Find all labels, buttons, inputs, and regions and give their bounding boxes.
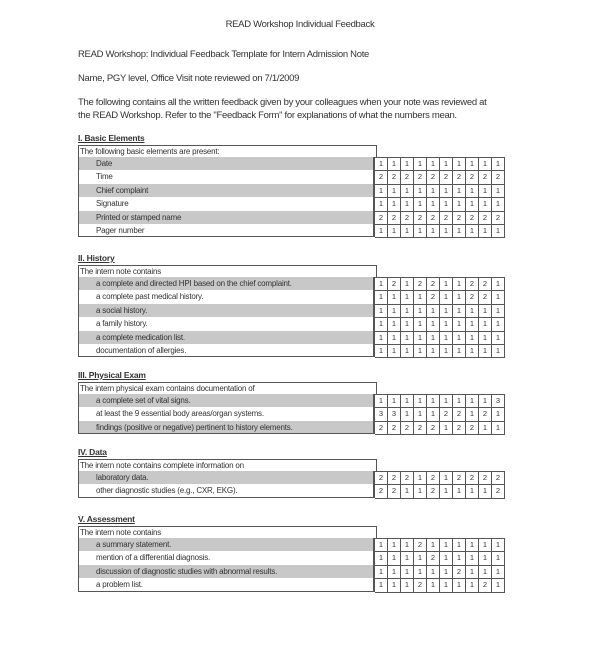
score-cell: 2 <box>492 471 505 484</box>
section-heading: IV. Data <box>78 447 107 457</box>
score-cell: 2 <box>401 170 414 183</box>
document-subtitle: READ Workshop: Individual Feedback Template for Intern Admission Note <box>78 49 370 60</box>
score-cell: 1 <box>440 394 453 407</box>
score-cell: 2 <box>427 211 440 224</box>
score-cell: 1 <box>375 317 388 330</box>
score-cell: 1 <box>440 471 453 484</box>
score-cell: 1 <box>414 224 427 238</box>
score-cell: 1 <box>492 551 505 564</box>
score-cell: 2 <box>414 170 427 183</box>
score-cell: 2 <box>453 170 466 183</box>
section-intro: The intern note contains <box>78 526 377 538</box>
table-row <box>78 407 505 420</box>
score-cells <box>374 317 505 330</box>
score-cell: 1 <box>427 344 440 358</box>
score-cell: 1 <box>401 304 414 317</box>
score-cell: 2 <box>414 538 427 551</box>
score-cell: 1 <box>466 317 479 330</box>
score-cell: 2 <box>479 211 492 224</box>
score-cell: 1 <box>375 157 388 170</box>
document-intro-line-1: The following contains all the written feedback given by your colleagues when your note was reviewed at <box>78 97 487 108</box>
score-cell: 1 <box>401 224 414 238</box>
table-row <box>78 471 505 484</box>
score-cell: 1 <box>427 197 440 210</box>
table-row <box>78 344 505 357</box>
score-cell: 2 <box>388 471 401 484</box>
score-cell: 1 <box>492 184 505 197</box>
score-cell: 2 <box>440 211 453 224</box>
criterion-label: Chief complaint <box>78 184 374 197</box>
score-cell: 1 <box>466 184 479 197</box>
criterion-label: a family history. <box>78 317 374 330</box>
criterion-label: laboratory data. <box>78 471 374 484</box>
score-cell: 1 <box>453 304 466 317</box>
score-cell: 1 <box>492 538 505 551</box>
criterion-label: Date <box>78 157 374 170</box>
score-cell: 1 <box>479 157 492 170</box>
score-cell: 1 <box>479 565 492 578</box>
score-cell: 2 <box>375 170 388 183</box>
score-cell: 2 <box>388 277 401 290</box>
document-title: READ Workshop Individual Feedback <box>225 19 375 30</box>
score-cell: 1 <box>440 578 453 592</box>
score-cell: 2 <box>453 407 466 420</box>
score-cell: 1 <box>414 394 427 407</box>
score-cell: 1 <box>414 317 427 330</box>
score-cell: 1 <box>466 331 479 344</box>
score-cells <box>374 331 505 344</box>
score-cell: 2 <box>466 421 479 435</box>
table-row <box>78 197 505 210</box>
score-cell: 1 <box>453 344 466 358</box>
score-cell: 1 <box>401 197 414 210</box>
score-cell: 1 <box>414 484 427 498</box>
score-cell: 2 <box>440 407 453 420</box>
table-row <box>78 421 505 434</box>
table-row <box>78 565 505 578</box>
score-cell: 2 <box>375 211 388 224</box>
criterion-label: a problem list. <box>78 578 374 591</box>
score-cells <box>374 551 505 564</box>
score-cell: 2 <box>388 484 401 498</box>
score-cell: 1 <box>388 394 401 407</box>
score-cell: 2 <box>427 277 440 290</box>
score-cell: 2 <box>479 471 492 484</box>
table-row <box>78 394 505 407</box>
score-cell: 2 <box>427 471 440 484</box>
score-cell: 1 <box>479 224 492 238</box>
score-cell: 1 <box>401 407 414 420</box>
score-cell: 1 <box>453 157 466 170</box>
score-cell: 1 <box>375 184 388 197</box>
score-cell: 1 <box>414 184 427 197</box>
score-cell: 1 <box>414 331 427 344</box>
score-cell: 1 <box>466 551 479 564</box>
feedback-section <box>78 447 508 498</box>
score-cell: 1 <box>388 304 401 317</box>
score-cell: 1 <box>453 551 466 564</box>
score-cell: 2 <box>453 565 466 578</box>
score-cell: 1 <box>492 157 505 170</box>
score-cell: 1 <box>401 184 414 197</box>
table-row <box>78 157 505 170</box>
table-row <box>78 331 505 344</box>
score-cell: 2 <box>427 551 440 564</box>
table-row <box>78 317 505 330</box>
score-cells <box>374 211 505 224</box>
score-cell: 1 <box>479 484 492 498</box>
score-cell: 2 <box>492 170 505 183</box>
score-cell: 2 <box>466 290 479 303</box>
score-cell: 1 <box>414 551 427 564</box>
score-cell: 2 <box>427 484 440 498</box>
score-cell: 1 <box>440 421 453 435</box>
score-cell: 1 <box>440 277 453 290</box>
score-cell: 1 <box>388 331 401 344</box>
score-cell: 2 <box>479 407 492 420</box>
criterion-label: Printed or stamped name <box>78 211 374 224</box>
section-intro: The intern physical exam contains documentation of <box>78 382 377 394</box>
score-cells <box>374 290 505 303</box>
score-cell: 1 <box>466 407 479 420</box>
score-cell: 1 <box>466 197 479 210</box>
score-cell: 1 <box>427 394 440 407</box>
criterion-label: Pager number <box>78 224 374 237</box>
section-heading: V. Assessment <box>78 514 135 524</box>
criterion-label: a complete medication list. <box>78 331 374 344</box>
score-cell: 1 <box>440 344 453 358</box>
score-cell: 1 <box>427 304 440 317</box>
score-cell: 1 <box>388 317 401 330</box>
score-cell: 3 <box>388 407 401 420</box>
score-cell: 1 <box>388 565 401 578</box>
score-cell: 1 <box>492 565 505 578</box>
score-cell: 1 <box>388 551 401 564</box>
table-row <box>78 224 505 237</box>
score-cell: 2 <box>375 484 388 498</box>
score-cell: 1 <box>375 331 388 344</box>
score-cell: 1 <box>401 157 414 170</box>
score-table <box>78 394 505 434</box>
table-row <box>78 551 505 564</box>
score-cell: 1 <box>440 484 453 498</box>
score-cell: 1 <box>427 224 440 238</box>
score-cell: 1 <box>414 565 427 578</box>
score-cell: 1 <box>479 184 492 197</box>
score-cells <box>374 170 505 183</box>
score-cell: 1 <box>440 317 453 330</box>
score-cell: 1 <box>401 277 414 290</box>
score-table <box>78 538 505 592</box>
score-cell: 1 <box>453 331 466 344</box>
score-cell: 1 <box>414 407 427 420</box>
score-cell: 1 <box>492 290 505 303</box>
score-cells <box>374 344 505 357</box>
criterion-label: at least the 9 essential body areas/organ systems. <box>78 407 374 420</box>
score-cell: 1 <box>414 471 427 484</box>
score-cell: 1 <box>479 197 492 210</box>
score-cell: 2 <box>375 471 388 484</box>
score-cell: 1 <box>479 304 492 317</box>
criterion-label: mention of a differential diagnosis. <box>78 551 374 564</box>
score-cell: 1 <box>466 157 479 170</box>
score-table <box>78 277 505 357</box>
table-row <box>78 170 505 183</box>
score-cell: 1 <box>479 551 492 564</box>
score-cell: 2 <box>479 277 492 290</box>
score-table <box>78 157 505 237</box>
score-cell: 1 <box>388 157 401 170</box>
score-cell: 1 <box>492 344 505 358</box>
score-cell: 1 <box>453 290 466 303</box>
score-cell: 1 <box>440 331 453 344</box>
score-cell: 1 <box>492 304 505 317</box>
score-cell: 1 <box>427 157 440 170</box>
criterion-label: other diagnostic studies (e.g., CXR, EKG). <box>78 484 374 497</box>
score-cell: 1 <box>401 484 414 498</box>
score-cell: 2 <box>492 211 505 224</box>
score-cells <box>374 565 505 578</box>
score-cell: 1 <box>401 551 414 564</box>
score-cell: 1 <box>479 421 492 435</box>
score-cell: 1 <box>414 157 427 170</box>
score-cell: 1 <box>401 394 414 407</box>
score-cell: 2 <box>440 170 453 183</box>
score-cell: 1 <box>440 184 453 197</box>
criterion-label: a summary statement. <box>78 538 374 551</box>
score-cell: 1 <box>466 394 479 407</box>
score-cell: 1 <box>414 290 427 303</box>
score-cell: 2 <box>388 211 401 224</box>
score-table <box>78 471 505 498</box>
score-cell: 1 <box>375 344 388 358</box>
score-cell: 1 <box>401 578 414 592</box>
score-cell: 2 <box>466 471 479 484</box>
section-heading: II. History <box>78 253 115 263</box>
score-cell: 1 <box>492 197 505 210</box>
score-cells <box>374 394 505 407</box>
score-cell: 2 <box>414 578 427 592</box>
score-cell: 1 <box>440 565 453 578</box>
score-cell: 1 <box>492 277 505 290</box>
score-cells <box>374 407 505 420</box>
score-cell: 1 <box>492 224 505 238</box>
score-cell: 1 <box>427 578 440 592</box>
feedback-section <box>78 253 508 357</box>
score-cell: 1 <box>388 344 401 358</box>
score-cell: 1 <box>466 565 479 578</box>
score-cells <box>374 484 505 497</box>
score-cells <box>374 184 505 197</box>
score-cell: 1 <box>492 421 505 435</box>
score-cell: 1 <box>388 197 401 210</box>
criterion-label: findings (positive or negative) pertinent to history elements. <box>78 421 374 434</box>
score-cell: 2 <box>414 211 427 224</box>
score-cell: 1 <box>401 538 414 551</box>
score-cell: 2 <box>466 170 479 183</box>
score-cell: 2 <box>479 170 492 183</box>
table-row <box>78 304 505 317</box>
score-cells <box>374 224 505 237</box>
section-intro: The intern note contains complete information on <box>78 459 377 471</box>
score-cell: 2 <box>427 421 440 435</box>
score-cell: 2 <box>401 421 414 435</box>
score-cell: 1 <box>440 538 453 551</box>
score-cell: 1 <box>466 484 479 498</box>
score-cell: 1 <box>440 304 453 317</box>
feedback-section <box>78 370 508 434</box>
score-cell: 1 <box>375 277 388 290</box>
score-cell: 1 <box>466 344 479 358</box>
score-cell: 2 <box>466 211 479 224</box>
score-cell: 1 <box>401 565 414 578</box>
score-cell: 1 <box>375 538 388 551</box>
score-cell: 1 <box>388 538 401 551</box>
score-cell: 2 <box>453 471 466 484</box>
score-cell: 2 <box>388 421 401 435</box>
score-cell: 2 <box>466 277 479 290</box>
score-cell: 1 <box>440 224 453 238</box>
section-heading: I. Basic Elements <box>78 133 145 143</box>
score-cell: 2 <box>414 421 427 435</box>
score-cell: 1 <box>388 290 401 303</box>
score-cell: 1 <box>479 331 492 344</box>
table-row <box>78 538 505 551</box>
score-cell: 1 <box>414 304 427 317</box>
table-row <box>78 290 505 303</box>
score-cell: 3 <box>492 394 505 407</box>
section-intro: The intern note contains <box>78 265 377 277</box>
table-row <box>78 578 505 591</box>
table-row <box>78 484 505 497</box>
table-row <box>78 277 505 290</box>
score-cell: 1 <box>401 331 414 344</box>
score-cell: 1 <box>479 317 492 330</box>
criterion-label: a complete and directed HPI based on the chief complaint. <box>78 277 374 290</box>
score-cell: 1 <box>427 331 440 344</box>
score-cell: 1 <box>401 290 414 303</box>
score-cell: 1 <box>375 551 388 564</box>
score-cell: 1 <box>466 304 479 317</box>
score-cell: 1 <box>466 578 479 592</box>
score-cell: 1 <box>414 197 427 210</box>
section-intro: The following basic elements are present: <box>78 145 377 157</box>
criterion-label: Signature <box>78 197 374 210</box>
score-cell: 2 <box>453 211 466 224</box>
criterion-label: documentation of allergies. <box>78 344 374 357</box>
score-cell: 1 <box>453 224 466 238</box>
feedback-section <box>78 514 508 592</box>
document-intro-line-2: the READ Workshop. Refer to the "Feedback Form" for explanations of what the numbers mean. <box>78 110 457 121</box>
score-cell: 1 <box>375 304 388 317</box>
score-cell: 1 <box>440 551 453 564</box>
criterion-label: a complete set of vital signs. <box>78 394 374 407</box>
score-cell: 1 <box>453 484 466 498</box>
score-cell: 1 <box>492 331 505 344</box>
score-cell: 1 <box>401 344 414 358</box>
score-cell: 1 <box>388 578 401 592</box>
score-cell: 1 <box>401 317 414 330</box>
score-cell: 2 <box>414 277 427 290</box>
criterion-label: discussion of diagnostic studies with abnormal results. <box>78 565 374 578</box>
score-cell: 1 <box>375 578 388 592</box>
criterion-label: a social history. <box>78 304 374 317</box>
score-cell: 2 <box>427 290 440 303</box>
score-cell: 1 <box>388 184 401 197</box>
score-cell: 1 <box>440 197 453 210</box>
score-cells <box>374 304 505 317</box>
table-row <box>78 211 505 224</box>
score-cell: 1 <box>427 184 440 197</box>
score-cell: 1 <box>440 157 453 170</box>
score-cell: 2 <box>479 290 492 303</box>
score-cell: 1 <box>453 317 466 330</box>
score-cell: 3 <box>375 407 388 420</box>
score-cell: 1 <box>479 394 492 407</box>
score-cell: 1 <box>453 197 466 210</box>
criterion-label: a complete past medical history. <box>78 290 374 303</box>
score-cell: 1 <box>479 538 492 551</box>
score-cells <box>374 538 505 551</box>
score-cell: 2 <box>453 421 466 435</box>
score-cell: 1 <box>375 394 388 407</box>
score-cells <box>374 157 505 170</box>
criterion-label: Time <box>78 170 374 183</box>
score-cell: 2 <box>388 170 401 183</box>
score-cell: 1 <box>466 538 479 551</box>
score-cell: 1 <box>414 344 427 358</box>
score-cell: 1 <box>492 407 505 420</box>
score-cells <box>374 421 505 434</box>
score-cell: 1 <box>453 277 466 290</box>
score-cell: 1 <box>375 197 388 210</box>
score-cell: 1 <box>388 224 401 238</box>
table-row <box>78 184 505 197</box>
score-cell: 1 <box>453 184 466 197</box>
score-cell: 1 <box>492 578 505 592</box>
score-cell: 1 <box>453 578 466 592</box>
score-cell: 1 <box>466 224 479 238</box>
score-cells <box>374 197 505 210</box>
score-cell: 1 <box>375 565 388 578</box>
score-cell: 2 <box>375 421 388 435</box>
section-heading: III. Physical Exam <box>78 370 146 380</box>
score-cell: 1 <box>427 407 440 420</box>
score-cell: 1 <box>492 317 505 330</box>
score-cell: 2 <box>492 484 505 498</box>
score-cells <box>374 471 505 484</box>
score-cell: 1 <box>427 317 440 330</box>
score-cell: 1 <box>440 290 453 303</box>
score-cell: 1 <box>453 538 466 551</box>
score-cell: 2 <box>401 211 414 224</box>
score-cell: 1 <box>479 344 492 358</box>
score-cell: 1 <box>427 538 440 551</box>
score-cell: 2 <box>479 578 492 592</box>
score-cell: 1 <box>375 290 388 303</box>
score-cell: 1 <box>375 224 388 238</box>
score-cell: 1 <box>427 565 440 578</box>
document-meta-line: Name, PGY level, Office Visit note reviewed on 7/1/2009 <box>78 73 300 84</box>
score-cell: 2 <box>427 170 440 183</box>
score-cells <box>374 578 505 591</box>
score-cell: 1 <box>453 394 466 407</box>
score-cells <box>374 277 505 290</box>
score-cell: 2 <box>401 471 414 484</box>
feedback-section <box>78 133 508 237</box>
